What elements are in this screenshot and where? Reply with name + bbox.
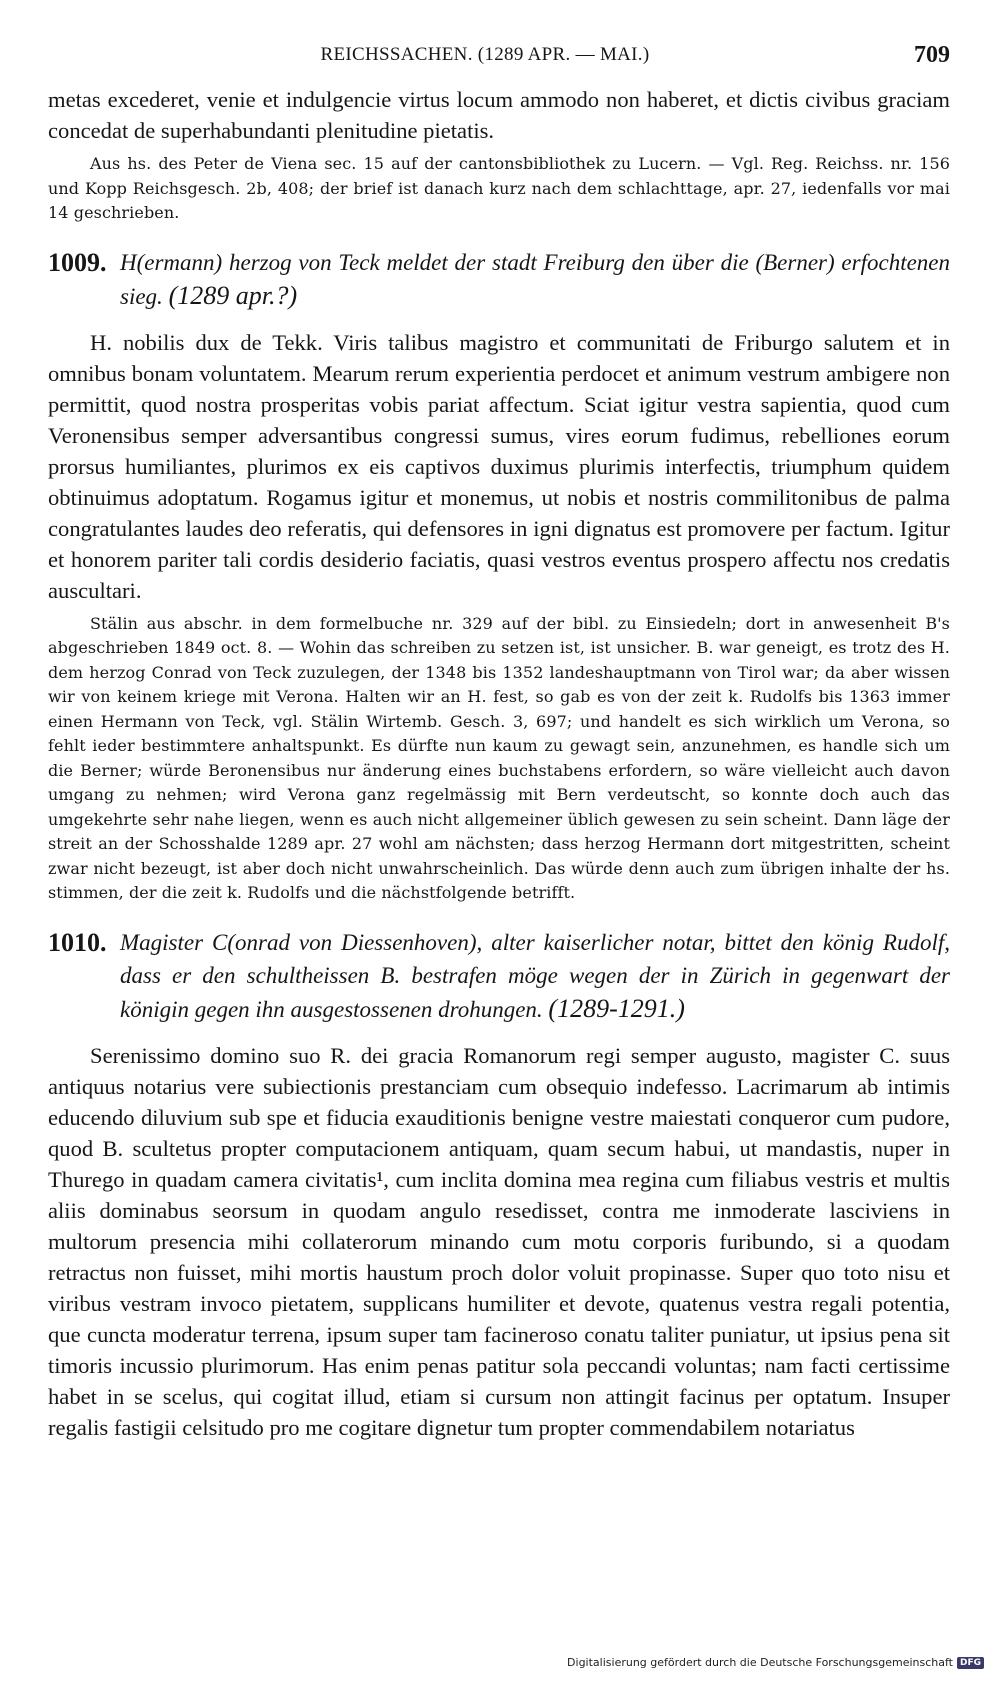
- continuation-note: Aus hs. des Peter de Viena sec. 15 auf der cantonsbibliothek zu Lucern. — Vgl. Reg. Reichss. nr. 156 und Kopp Reichsgesch. 2b, 408; der brief ist danach kurz nach dem schlachttage, apr. 27, iedenfalls vor mai 14 geschrieben.: [48, 154, 950, 222]
- entry-number: 1009.: [48, 247, 107, 277]
- entry-text: H. nobilis dux de Tekk. Viris talibus magistro et communitati de Friburgo salutem et in omnibus bonam voluntatem. Mearum rerum experientia perdocet et animum vestrum ambigere non permittit, quod nostra prosperitas vobis pariat affectum. Sciat igitur vestra sapientia, quod cum Veronensibus semper adversantibus congressi sumus, vires eorum fudimus, rebelliones eorum prorsus humiliantes, plurimos ex eis captivos duximus plurimis interfectis, triumphum quidem obtinuimus adoptatum. Rogamus igitur et monemus, ut nobis et nostris commilitonibus de palma congratulantes laudes deo referatis, qui defensores in igni dignatus est promovere per factum. Igitur et honorem pariter tali cordis desiderio faciatis, quasi vestros eventus prospero affectu nos credatis auscultari.: [48, 329, 950, 603]
- running-title: REICHSSACHEN. (1289 APR. — MAI.): [320, 44, 650, 65]
- entry-number: 1010.: [48, 927, 107, 957]
- page-number: 709: [914, 42, 950, 68]
- continuation-text: metas excederet, venie et indulgencie virtus locum ammodo non haberet, et dictis civibus graciam concedat de superhabundanti plenitudine pietatis.: [48, 87, 950, 143]
- entry-heading-1010: [48, 926, 950, 1026]
- entry-title: [120, 246, 950, 313]
- entry-text: Serenissimo domino suo R. dei gracia Romanorum regi semper augusto, magister C. suus antiquus notarius vere subiectionis prestanciam cum obsequio indefesso. Lacrimarum ab intimis educendo diluvium sub spe et fiducia exauditionis benigne vestre maiestati conqueror cum pudore, quod B. scultetus propter computacionem antiquam, quam secum habui, ut mandastis, nuper in Thurego in quadam camera civitatis¹, cum inclita domina mea regina cum filiabus vestris et multis aliis dominabus seorsum in quodam angulo resedisset, contra me inmoderate lasciviens in multorum presencia mihi collaterorum minando cum motu corporis furibundo, si a quodam retractus non fuisset, mihi mortis haustum proch dolor voluit propinasse. Super quo toto nisu et viribus vestram invoco pietatem, supplicans humiliter et devote, quatenus vestra regali potentia, que cuncta moderatur terrena, ipsum super tam facineroso conatu taliter puniatur, ut ipsius pena sit timoris incussio plurimorum. Has enim penas patitur sola peccandi voluntas; nam facti certissime habet in se scelus, qui cogitat illud, etiam si cursum non attingit facinus per optatum. Insuper regalis fastigii celsitudo pro me cogitare dignetur tum propter commendabilem notariatus: [48, 1042, 950, 1440]
- page-header: [48, 44, 950, 84]
- digitization-footer: [567, 1656, 984, 1669]
- footer-text: Digitalisierung gefördert durch die Deutsche Forschungsgemeinschaft: [567, 1656, 953, 1669]
- entry-title-text: Magister C(onrad von Diessenhoven), alter kaiserlicher notar, bittet den könig Rudolf, dass er den schultheissen B. bestrafen möge wegen der in Zürich in gegenwart der königin gegen ihn ausgestossenen drohungen.: [120, 929, 950, 1022]
- entry-date: (1289-1291.): [548, 993, 685, 1023]
- entry-date: (1289 apr.?): [168, 280, 298, 310]
- entry-title: [120, 926, 950, 1026]
- entry-note: Stälin aus abschr. in dem formelbuche nr. 329 auf der bibl. zu Einsiedeln; dort in anwesenheit B's abgeschrieben 1849 oct. 8. — Wohin das schreiben zu setzen ist, ist unsicher. B. war geneigt, es trotz des H. dem herzog Conrad von Teck zuzulegen, der 1348 bis 1352 landeshauptmann von Tirol war; da aber wissen wir von keinem kriege mit Verona. Halten wir an H. fest, so gab es von der zeit k. Rudolfs bis 1363 immer einen Hermann von Teck, vgl. Stälin Wirtemb. Gesch. 3, 697; und handelt es sich wirklich um Verona, so fehlt ieder bestimmtere anhaltspunkt. Es dürfte nun kaum zu gewagt sein, anzunehmen, es handle sich um die Berner; würde Beronensibus nur änderung eines buchstabens erfordern, so wäre vielleicht auch davon umgang zu nehmen; wird Verona ganz regelmässig mit Bern verdeutscht, so konnte doch auch das umgekehrte sehr nahe liegen, wenn es auch nicht allgemeiner üblich gewesen zu sein scheint. Dann läge der streit an der Schosshalde 1289 apr. 27 wohl am nächsten; dass herzog Hermann dort mitgestritten, scheint zwar nicht bezeugt, ist aber doch nicht unwahrscheinlich. Das würde denn auch zum übrigen inhalte der hs. stimmen, der die zeit k. Rudolfs und die nächstfolgende betrifft.: [48, 613, 950, 902]
- entry-heading-1009: [48, 246, 950, 313]
- dfg-logo-icon: DFG: [957, 1657, 984, 1669]
- entry-title-text: H(ermann) herzog von Teck meldet der stadt Freiburg den über die (Berner) erfochtenen sieg.: [120, 249, 950, 309]
- document-page: [48, 44, 950, 1443]
